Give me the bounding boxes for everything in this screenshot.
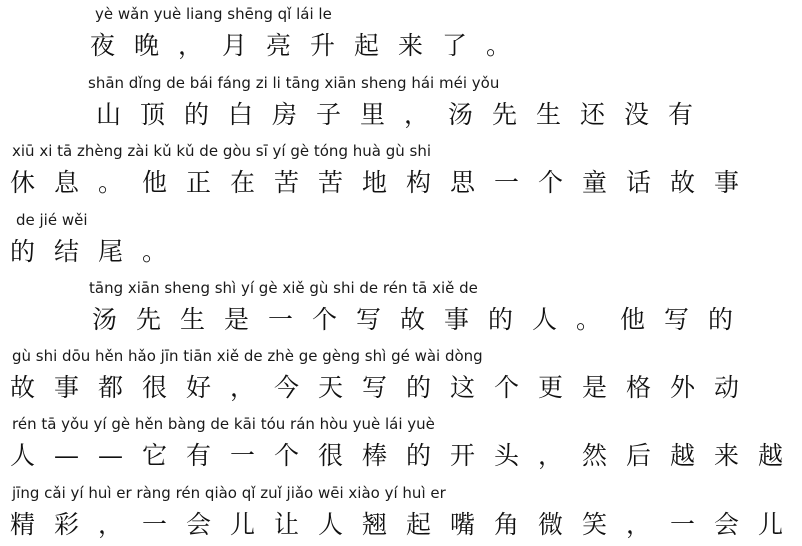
text-line-4	[0, 211, 669, 273]
hanzi-row: 山顶的白房子里，汤先生还没有	[96, 100, 713, 129]
text-line-2	[0, 74, 713, 136]
hanzi-row: 夜晚，月亮升起来了。	[90, 31, 531, 60]
text-line-7	[0, 415, 802, 477]
pinyin-row: xiū xi tā zhèng zài kǔ kǔ de gòu sī yí gè tóng huà gù shi	[12, 142, 431, 160]
text-line-6	[0, 347, 759, 409]
hanzi-row: 故事都很好，今天写的这个更是格外动	[10, 373, 759, 402]
hanzi-row: 汤先生是一个写故事的人。他写的	[92, 305, 753, 334]
pinyin-row: shān dǐng de bái fáng zi li tāng xiān sheng hái méi yǒu	[88, 74, 500, 92]
text-line-8	[0, 484, 802, 546]
hanzi-row: 人——它有一个很棒的开头，然后越来越	[10, 441, 802, 470]
pinyin-row: de jié wěi	[16, 211, 88, 229]
pinyin-row: yè wǎn yuè liang shēng qǐ lái le	[95, 5, 332, 23]
pinyin-row: rén tā yǒu yí gè hěn bàng de kāi tóu rán hòu yuè lái yuè	[12, 415, 435, 433]
hanzi-row: 的结尾。	[10, 237, 187, 266]
hanzi-row: 休息。他正在苦苦地构思一个童话故事	[10, 168, 759, 197]
text-line-1	[0, 5, 669, 67]
text-line-5	[0, 279, 753, 341]
pinyin-row: tāng xiān sheng shì yí gè xiě gù shi de rén tā xiě de	[89, 279, 478, 297]
text-line-3	[0, 142, 759, 204]
pinyin-row: gù shi dōu hěn hǎo jīn tiān xiě de zhè ge gèng shì gé wài dòng	[12, 347, 483, 365]
hanzi-row: 精彩，一会儿让人翘起嘴角微笑，一会儿	[10, 510, 802, 539]
pinyin-row: jīng cǎi yí huì er ràng rén qiào qǐ zuǐ jiǎo wēi xiào yí huì er	[12, 484, 446, 502]
